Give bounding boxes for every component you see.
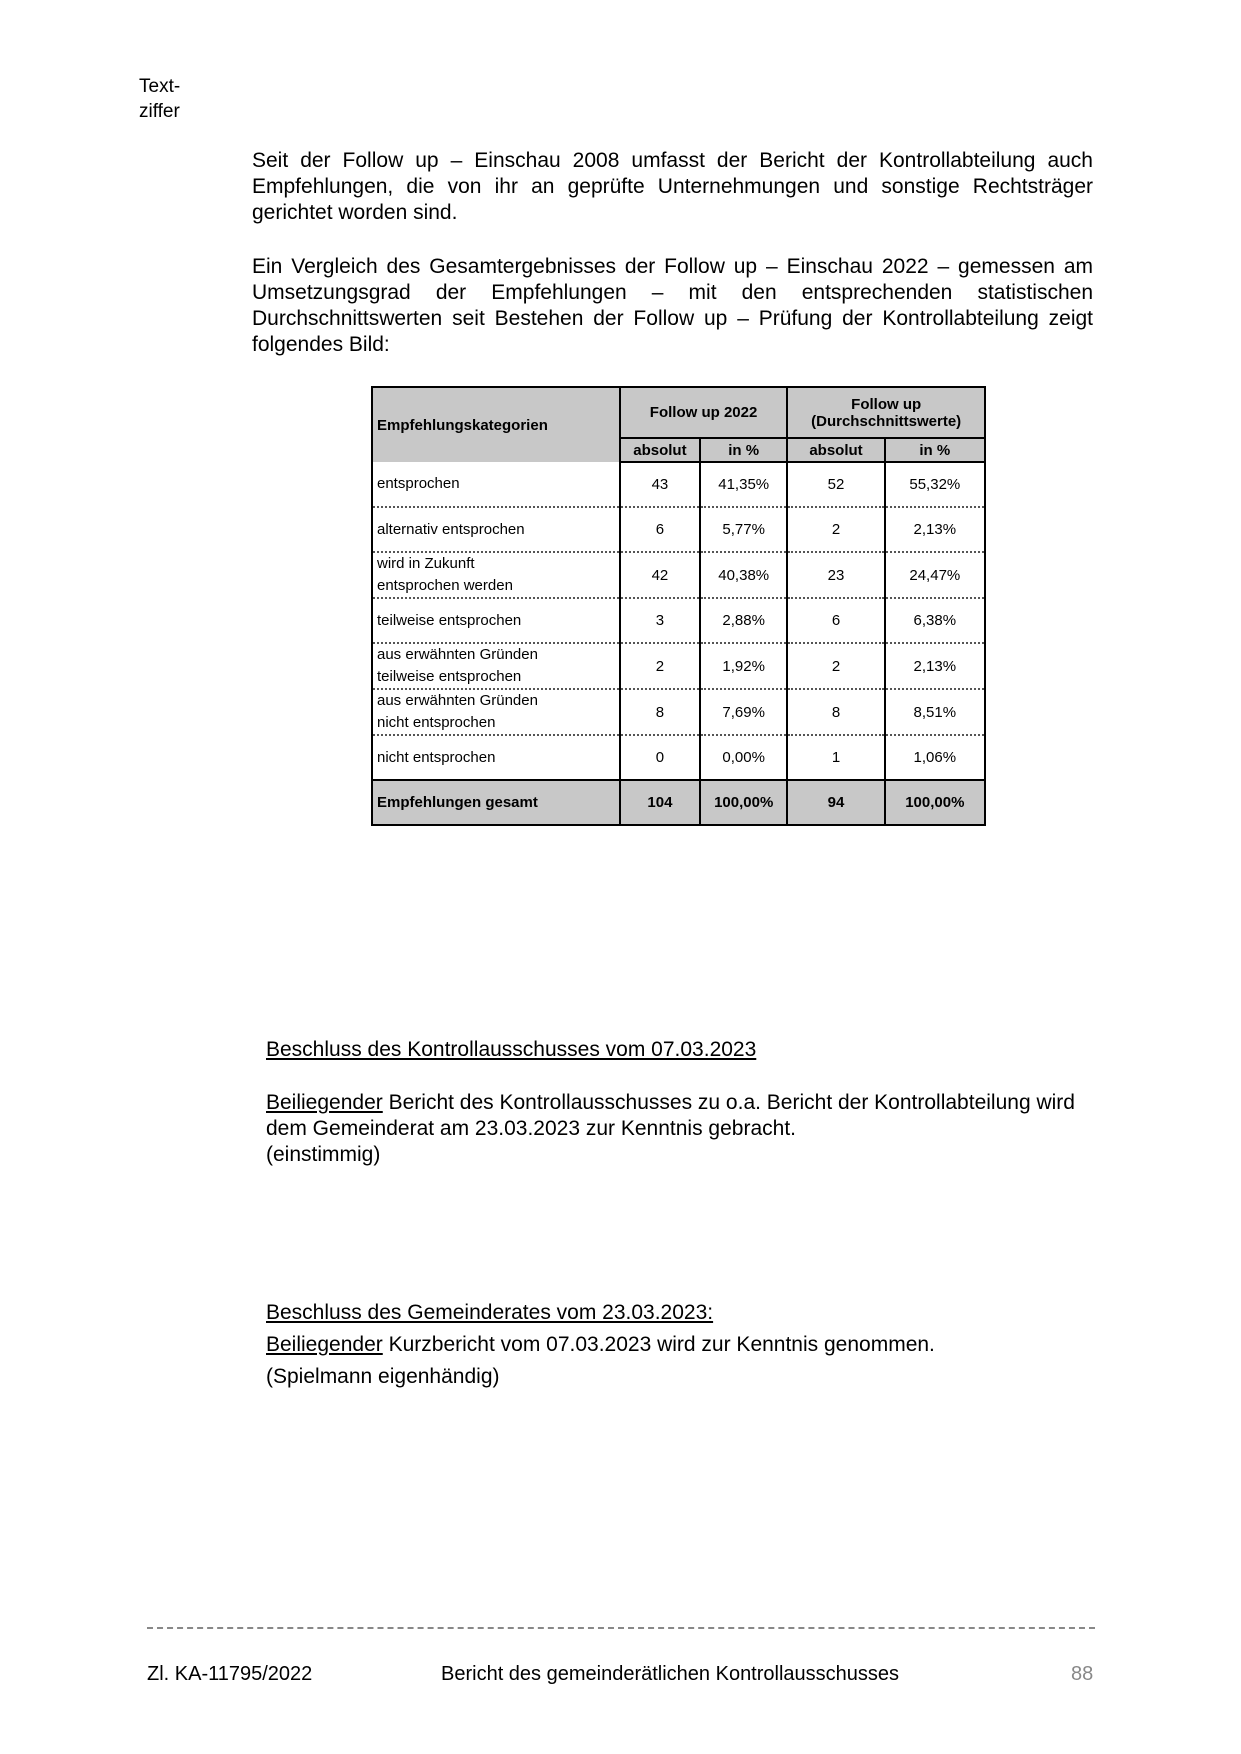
committee-decision-title: Beschluss des Kontrollausschusses vom 07.03.2023	[266, 1038, 757, 1061]
council-decision-body	[266, 1332, 1086, 1390]
row-category-line1: wird in Zukunft	[377, 555, 475, 572]
total-pct-average: 100,00%	[885, 780, 985, 825]
row-category	[372, 643, 620, 689]
row-abs-average: 8	[787, 689, 884, 735]
margin-label	[139, 74, 180, 124]
comparison-paragraph: Ein Vergleich des Gesamtergebnisses der Follow up – Einschau 2022 – gemessen am Umsetzungsgrad der Empfehlungen – mit den entsprechenden statistischen Durchschnittswerten seit Bestehen der Follow up – Prüfung der Kontrollabteilung zeigt folgendes Bild:	[252, 255, 1093, 356]
row-pct-2022: 40,38%	[700, 552, 787, 598]
footer-title: Bericht des gemeinderätlichen Kontrollausschusses	[441, 1663, 900, 1685]
row-category-line2: nicht entsprochen	[377, 714, 496, 731]
committee-decision-body	[266, 1090, 1086, 1168]
footer-reference: Zl. KA-11795/2022	[147, 1663, 313, 1685]
row-category	[372, 689, 620, 735]
margin-label-line2: ziffer	[139, 101, 180, 122]
subheader-percent-2022: in %	[700, 438, 787, 462]
total-row	[372, 780, 985, 825]
table-row	[372, 689, 985, 735]
row-pct-2022: 7,69%	[700, 689, 787, 735]
table-row	[372, 735, 985, 780]
header-follow-up-2022: Follow up 2022	[620, 387, 788, 438]
row-category-line2: teilweise entsprochen	[377, 668, 522, 685]
total-abs-2022: 104	[620, 780, 700, 825]
row-abs-average: 52	[787, 462, 884, 507]
row-abs-average: 2	[787, 643, 884, 689]
row-pct-average: 6,38%	[885, 598, 985, 643]
table-row	[372, 598, 985, 643]
header-follow-up-average-line2: (Durchschnittswerte)	[811, 412, 962, 430]
council-decision-note: (Spielmann eigenhändig)	[266, 1365, 500, 1388]
row-category-line1: nicht entsprochen	[377, 748, 496, 766]
margin-label-line1: Text-	[139, 76, 181, 97]
committee-decision-text: Bericht des Kontrollausschusses zu o.a. Bericht der Kontrollabteilung wird dem Gemeinderat am 23.03.2023 zur Kenntnis gebracht.	[266, 1091, 1075, 1140]
row-pct-average: 1,06%	[885, 735, 985, 780]
row-abs-2022: 0	[620, 735, 700, 780]
council-decision-text: Kurzbericht vom 07.03.2023 wird zur Kenntnis genommen.	[382, 1333, 935, 1356]
row-pct-2022: 0,00%	[700, 735, 787, 780]
row-abs-2022: 3	[620, 598, 700, 643]
table-row	[372, 643, 985, 689]
row-pct-average: 2,13%	[885, 643, 985, 689]
row-category-line1: entsprochen	[377, 475, 460, 492]
row-pct-average: 2,13%	[885, 507, 985, 552]
total-pct-2022: 100,00%	[700, 780, 787, 825]
row-category-line2: entsprochen werden	[377, 577, 513, 594]
row-pct-2022: 5,77%	[700, 507, 787, 552]
row-category	[372, 462, 620, 507]
row-category-line1: aus erwähnten Gründen	[377, 692, 538, 709]
row-pct-average: 24,47%	[885, 552, 985, 598]
row-abs-2022: 42	[620, 552, 700, 598]
row-pct-2022: 1,92%	[700, 643, 787, 689]
header-category: Empfehlungskategorien	[372, 387, 620, 462]
header-follow-up-average-line1: Follow up	[851, 395, 922, 413]
subheader-absolut-2022: absolut	[620, 438, 700, 462]
row-category	[372, 598, 620, 643]
footer-divider	[147, 1627, 1095, 1629]
row-category	[372, 735, 620, 780]
row-category	[372, 552, 620, 598]
row-abs-2022: 6	[620, 507, 700, 552]
row-category-line1: aus erwähnten Gründen	[377, 646, 538, 663]
row-category-line1: teilweise entsprochen	[377, 611, 522, 629]
header-follow-up-average	[787, 387, 985, 438]
row-abs-average: 1	[787, 735, 884, 780]
row-category	[372, 507, 620, 552]
subheader-percent-average: in %	[885, 438, 985, 462]
row-pct-2022: 41,35%	[700, 462, 787, 507]
row-abs-2022: 43	[620, 462, 700, 507]
table-row	[372, 462, 985, 507]
row-abs-average: 6	[787, 598, 884, 643]
table-row	[372, 507, 985, 552]
recommendation-statistics-table	[371, 386, 986, 826]
row-category-line1: alternativ entsprochen	[377, 520, 525, 538]
row-abs-average: 23	[787, 552, 884, 598]
total-label: Empfehlungen gesamt	[372, 780, 620, 825]
committee-decision-lead: Beiliegender	[266, 1091, 383, 1114]
row-pct-2022: 2,88%	[700, 598, 787, 643]
council-decision-title: Beschluss des Gemeinderates vom 23.03.2023:	[266, 1301, 714, 1324]
subheader-absolut-average: absolut	[787, 438, 884, 462]
intro-paragraph: Seit der Follow up – Einschau 2008 umfasst der Bericht der Kontrollabteilung auch Empfehlungen, die von ihr an geprüfte Unternehmungen und sonstige Rechtsträger gerichtet worden sind.	[252, 149, 1093, 224]
row-pct-average: 8,51%	[885, 689, 985, 735]
total-abs-average: 94	[787, 780, 884, 825]
page-number: 88	[1071, 1663, 1094, 1685]
committee-decision-note: (einstimmig)	[266, 1143, 381, 1166]
council-decision-lead: Beiliegender	[266, 1333, 383, 1356]
table-row	[372, 552, 985, 598]
row-abs-2022: 8	[620, 689, 700, 735]
row-pct-average: 55,32%	[885, 462, 985, 507]
row-abs-2022: 2	[620, 643, 700, 689]
row-abs-average: 2	[787, 507, 884, 552]
